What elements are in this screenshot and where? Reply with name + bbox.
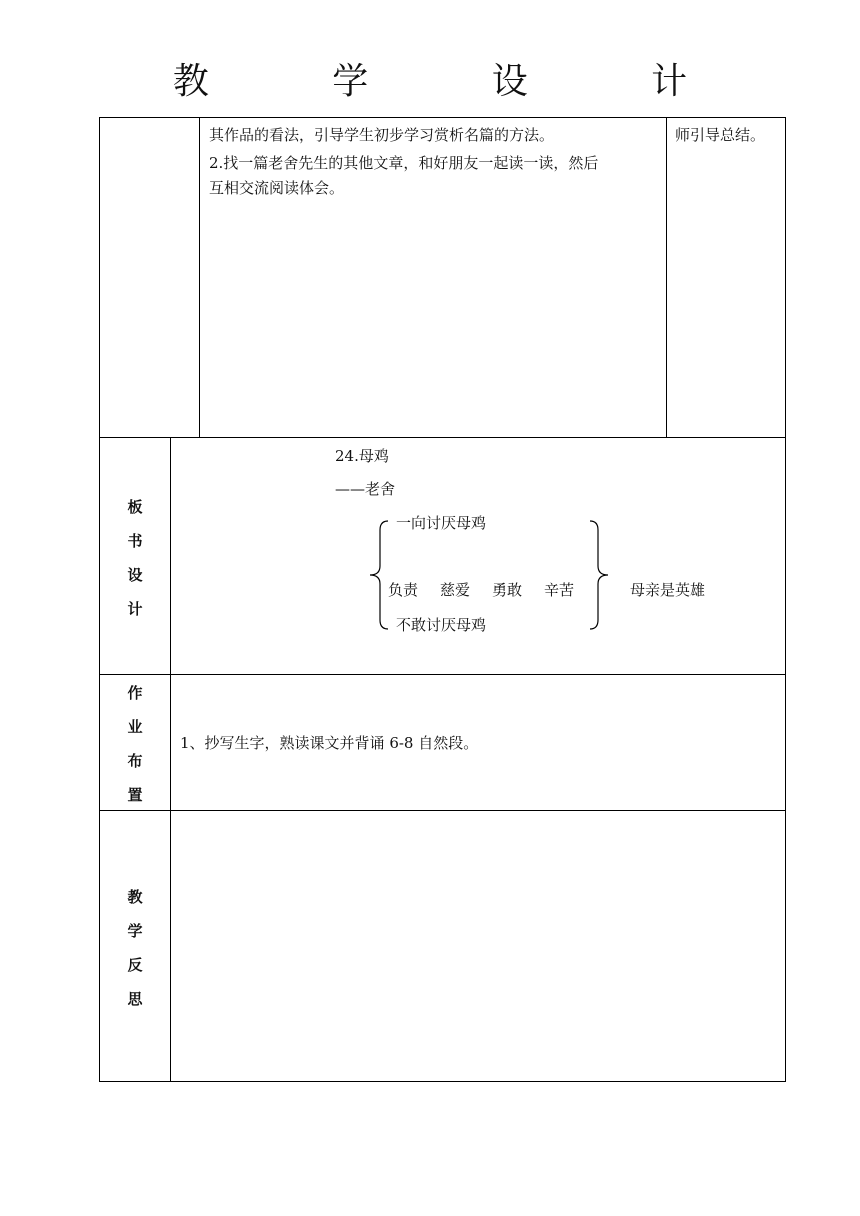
- top-middle-line-3: 互相交流阅读体会。: [209, 179, 345, 197]
- row-divider-3: [99, 810, 786, 811]
- left-brace-icon: [368, 520, 392, 630]
- reflection-label-char-3: 反: [127, 956, 143, 974]
- table-top-border: [99, 117, 786, 118]
- board-top-item: 一向讨厌母鸡: [396, 514, 487, 532]
- top-middle-line-1: 其作品的看法，引导学生初步学习赏析名篇的方法。: [209, 126, 555, 144]
- trait-1: 负责: [388, 581, 419, 599]
- homework-label-char-1: 作: [127, 684, 143, 702]
- board-conclusion: 母亲是英雄: [630, 581, 706, 599]
- board-bottom-item: 不敢讨厌母鸡: [396, 616, 487, 634]
- lesson-title: 24.母鸡: [335, 447, 389, 465]
- board-label-char-2: 书: [127, 532, 143, 550]
- top-middle-line-2: 2.找一篇老舍先生的其他文章，和好朋友一起读一读，然后: [209, 154, 599, 172]
- trait-3: 勇敢: [492, 581, 523, 599]
- top-col-divider-2: [666, 117, 667, 437]
- homework-content: 1、抄写生字，熟读课文并背诵 6-8 自然段。: [180, 734, 479, 752]
- homework-label-char-2: 业: [127, 718, 143, 736]
- row-divider-2: [99, 674, 786, 675]
- top-col-divider-1: [199, 117, 200, 437]
- reflection-label-char-2: 学: [127, 922, 143, 940]
- table-right-border: [785, 117, 786, 1082]
- table-bottom-border: [99, 1081, 786, 1082]
- top-right-text: 师引导总结。: [675, 126, 766, 144]
- homework-label: [120, 676, 150, 812]
- page-title: 教 学 设 计: [172, 61, 744, 102]
- homework-label-char-4: 置: [127, 786, 143, 804]
- row-divider-1: [99, 437, 786, 438]
- trait-4: 辛苦: [544, 581, 575, 599]
- board-label-char-4: 计: [127, 600, 143, 618]
- trait-2: 慈爱: [440, 581, 471, 599]
- right-brace-icon: [586, 520, 610, 630]
- board-label-char-1: 板: [127, 498, 143, 516]
- lesson-author: ——老舍: [335, 480, 396, 498]
- table-left-border: [99, 117, 100, 1082]
- reflection-label-char-1: 教: [127, 888, 143, 906]
- board-design-label: [120, 490, 150, 626]
- reflection-label-char-4: 思: [127, 990, 143, 1008]
- reflection-label: [120, 880, 150, 1016]
- board-label-char-3: 设: [127, 566, 143, 584]
- homework-label-char-3: 布: [127, 752, 143, 770]
- label-col-divider: [170, 437, 171, 1082]
